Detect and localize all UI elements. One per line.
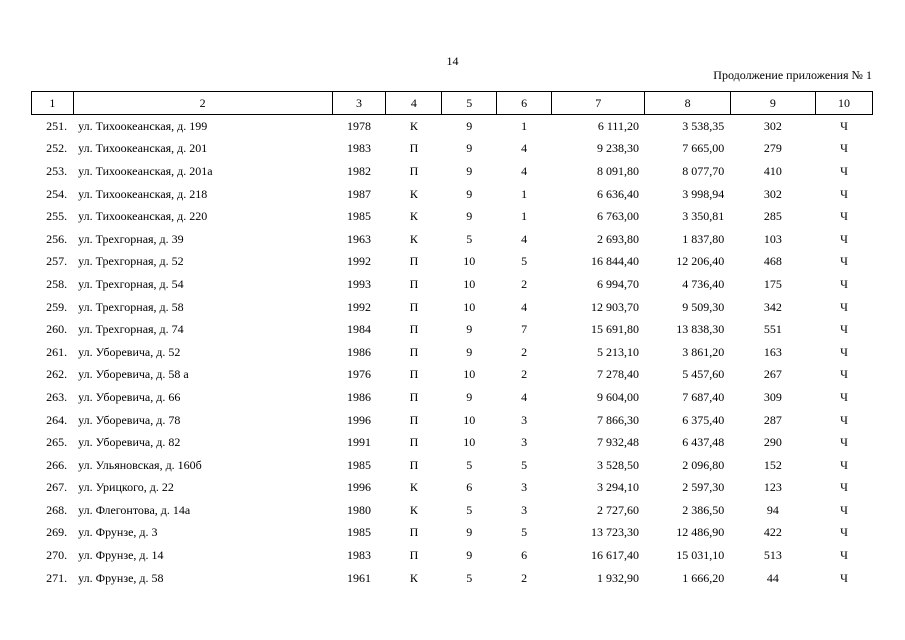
table-row [32,386,873,409]
table-cell: Ч [840,480,848,495]
table-cell: 1980 [347,502,372,517]
table-cell: 2 693,80 [596,231,639,246]
table-cell: 1963 [347,231,372,246]
table-cell: Ч [840,163,848,178]
table-cell: 4 [521,389,528,404]
table-cell: П [409,322,419,337]
table-cell: Ч [840,457,848,472]
table-cell: ул. Флегонтова, д. 14а [78,502,191,517]
table-cell: 4 [521,163,528,178]
table-row [32,251,873,274]
table-cell: П [409,299,419,314]
table-cell: 257. [46,254,68,269]
table-cell: 12 486,90 [676,525,725,540]
table-row [32,341,873,364]
table-cell: 262. [46,367,68,382]
table-cell: 10 [463,276,476,291]
table-cell: 2 386,50 [682,502,725,517]
table-cell: Ч [840,412,848,427]
table-cell: Ч [840,276,848,291]
table-cell: Ч [840,186,848,201]
table-cell: 5 [521,254,528,269]
table-cell: 255. [46,209,68,224]
table-cell: 9 238,30 [596,141,639,156]
table-cell: 3 294,10 [596,480,639,495]
table-cell: 264. [46,412,68,427]
table-cell: 9 [466,344,473,359]
table-cell: 7 278,40 [596,367,639,382]
table-cell: 2 597,30 [682,480,725,495]
table-cell: 422 [763,525,782,540]
table-cell: 6 994,70 [596,276,639,291]
table-cell: 12 206,40 [676,254,725,269]
table-cell: 175 [763,276,782,291]
table-cell: П [409,435,419,450]
table-row [32,115,873,138]
table-cell: 15 691,80 [590,322,639,337]
table-cell: Ч [840,344,848,359]
table-cell: ул. Трехгорная, д. 52 [78,254,184,269]
table-cell: ул. Трехгорная, д. 39 [78,231,184,246]
table-cell: 16 844,40 [590,254,639,269]
table-cell: П [409,367,419,382]
table-cell: 5 [521,525,528,540]
table-cell: 268. [46,502,68,517]
table-cell: 4 736,40 [682,276,725,291]
table-cell: ул. Трехгорная, д. 58 [78,299,184,314]
table-cell: Ч [840,502,848,517]
table-cell: 271. [46,570,68,585]
table-cell: 410 [763,163,782,178]
table-cell: 3 [521,480,528,495]
table-cell: 2 [521,276,528,291]
header-row [32,92,873,115]
table-cell: 2 096,80 [682,457,725,472]
table-cell: 10 [463,412,476,427]
table-cell: ул. Трехгорная, д. 54 [78,276,184,291]
table-cell: 270. [46,548,68,563]
table-cell: 3 350,81 [682,209,725,224]
table-row [32,318,873,341]
table-cell: ул. Тихоокеанская, д. 218 [78,186,208,201]
table-cell: 5 213,10 [596,344,639,359]
table-cell: 1993 [347,276,372,291]
table-cell: 103 [763,231,782,246]
table-cell: 6 636,40 [596,186,639,201]
table-cell: 7 665,00 [682,141,725,156]
table-cell: К [409,118,418,133]
table-cell: ул. Уборевича, д. 58 а [78,367,189,382]
table-cell: 267. [46,480,68,495]
table-cell: 1 932,90 [596,570,639,585]
page-number: 14 [446,54,459,68]
table-cell: П [409,276,419,291]
header-cell: 5 [442,92,497,115]
table-cell: 1992 [347,299,372,314]
table-cell: 290 [763,435,782,450]
table-cell: Ч [840,389,848,404]
table-cell: Ч [840,322,848,337]
table-cell: 1985 [347,525,372,540]
header-cell: 1 [32,92,74,115]
table-row [32,522,873,545]
table-row [32,205,873,228]
table-row [32,431,873,454]
table-cell: 9 [466,186,473,201]
table-cell: 267 [763,367,782,382]
table-cell: 1982 [347,163,372,178]
table-cell: ул. Фрунзе, д. 3 [78,525,158,540]
table-cell: Ч [840,231,848,246]
table-cell: 263. [46,389,68,404]
table-cell: 7 687,40 [682,389,725,404]
table-row [32,499,873,522]
table-cell: 6 437,48 [682,435,725,450]
table-cell: 13 838,30 [676,322,725,337]
table-cell: 302 [763,186,782,201]
table-cell: ул. Ульяновская, д. 160б [78,457,202,472]
table-row [32,477,873,500]
table-cell: К [409,480,418,495]
table-cell: 3 538,35 [682,118,725,133]
table-cell: 3 [521,435,528,450]
table-row [32,183,873,206]
table-cell: 1986 [347,389,372,404]
table-cell: 1 [521,118,528,133]
table-body [32,115,873,590]
table-cell: 7 [521,322,528,337]
table-cell: 15 031,10 [676,548,725,563]
header-cell: 8 [645,92,730,115]
table-cell: К [409,209,418,224]
table-cell: 44 [766,570,779,585]
table-cell: 6 [466,480,473,495]
table-cell: 4 [521,299,528,314]
table-cell: П [409,412,419,427]
table-cell: 287 [763,412,782,427]
table-cell: 7 932,48 [596,435,639,450]
header-cell: 10 [816,92,873,115]
table-cell: 4 [521,141,528,156]
table-cell: 1961 [347,570,372,585]
table-cell: 9 [466,322,473,337]
table-cell: 2 727,60 [596,502,639,517]
table-cell: 152 [763,457,782,472]
table-cell: Ч [840,435,848,450]
table-cell: 1 666,20 [682,570,725,585]
table-cell: 253. [46,163,68,178]
table-cell: ул. Тихоокеанская, д. 199 [78,118,208,133]
table-cell: 10 [463,435,476,450]
table-cell: Ч [840,141,848,156]
table-cell: П [409,141,419,156]
table-cell: 7 866,30 [596,412,639,427]
table-cell: 342 [763,299,782,314]
table-cell: 309 [763,389,782,404]
table-row [32,454,873,477]
table-cell: 1984 [347,322,372,337]
table-cell: 468 [763,254,782,269]
header-cell: 3 [332,92,386,115]
table-cell: 1983 [347,548,372,563]
table-cell: 12 903,70 [590,299,639,314]
table-cell: 9 509,30 [682,299,725,314]
table-cell: ул. Фрунзе, д. 58 [78,570,164,585]
table-cell: 1976 [347,367,372,382]
table-cell: 8 091,80 [596,163,639,178]
table-row [32,273,873,296]
table-cell: К [409,231,418,246]
table-row [32,228,873,251]
header-cell: 2 [73,92,332,115]
table-cell: 1986 [347,344,372,359]
table-cell: 16 617,40 [590,548,639,563]
table-cell: 3 [521,412,528,427]
table-cell: К [409,502,418,517]
table-cell: ул. Урицкого, д. 22 [78,480,174,495]
table-cell: 260. [46,322,68,337]
header-cell: 4 [386,92,442,115]
table-cell: 1987 [347,186,372,201]
table-cell: ул. Уборевича, д. 78 [78,412,181,427]
table-cell: 9 [466,209,473,224]
table-cell: 3 528,50 [596,457,639,472]
table-cell: 10 [463,254,476,269]
table-header [32,92,873,115]
table-cell: 5 [466,570,473,585]
table-cell: 1 [521,209,528,224]
table-cell: П [409,389,419,404]
table-cell: 6 [521,548,528,563]
table-cell: 6 763,00 [596,209,639,224]
housing-table [31,91,873,589]
table-cell: 5 [466,502,473,517]
table-cell: 1996 [347,480,372,495]
table-cell: 1985 [347,209,372,224]
table-cell: 2 [521,570,528,585]
table-cell: 302 [763,118,782,133]
table-cell: П [409,525,419,540]
table-cell: 9 [466,525,473,540]
table-cell: Ч [840,118,848,133]
table-cell: П [409,163,419,178]
table-cell: 8 077,70 [682,163,725,178]
table-cell: 265. [46,435,68,450]
table-cell: 5 [466,231,473,246]
table-cell: 9 604,00 [596,389,639,404]
table-cell: 4 [521,231,528,246]
table-cell: ул. Трехгорная, д. 74 [78,322,184,337]
table-cell: 9 [466,389,473,404]
table-cell: ул. Уборевича, д. 52 [78,344,181,359]
table-cell: 261. [46,344,68,359]
table-cell: 123 [763,480,782,495]
header-cell: 9 [730,92,815,115]
table-cell: Ч [840,525,848,540]
table-cell: 254. [46,186,68,201]
table-cell: П [409,254,419,269]
table-row [32,160,873,183]
table-cell: 5 457,60 [682,367,725,382]
table-cell: 1983 [347,141,372,156]
table-cell: 258. [46,276,68,291]
table-cell: Ч [840,254,848,269]
table-cell: 266. [46,457,68,472]
table-cell: 259. [46,299,68,314]
table-cell: 1985 [347,457,372,472]
table-cell: П [409,457,419,472]
header-cell: 6 [497,92,552,115]
table-cell: 6 375,40 [682,412,725,427]
table-cell: 9 [466,163,473,178]
table-cell: 3 998,94 [682,186,725,201]
table-cell: Ч [840,570,848,585]
table-cell: ул. Тихоокеанская, д. 201 [78,141,208,156]
table-cell: 3 861,20 [682,344,725,359]
table-cell: 269. [46,525,68,540]
table-cell: 3 [521,502,528,517]
table-row [32,409,873,432]
table-cell: 2 [521,344,528,359]
table-cell: 1996 [347,412,372,427]
table-cell: 9 [466,118,473,133]
table-cell: Ч [840,299,848,314]
table-cell: К [409,186,418,201]
header-cell: 7 [552,92,645,115]
table-cell: 5 [521,457,528,472]
table-cell: Ч [840,548,848,563]
table-cell: 1978 [347,118,372,133]
table-cell: 285 [763,209,782,224]
table-cell: Ч [840,367,848,382]
table-cell: П [409,344,419,359]
table-cell: ул. Фрунзе, д. 14 [78,548,164,563]
table-cell: 256. [46,231,68,246]
table-cell: 252. [46,141,68,156]
table-cell: 251. [46,118,68,133]
table-cell: 10 [463,367,476,382]
table-cell: 2 [521,367,528,382]
table-cell: 513 [763,548,782,563]
table-cell: 1 [521,186,528,201]
table-cell: 6 111,20 [597,118,639,133]
table-cell: К [409,570,418,585]
table-row [32,364,873,387]
table-cell: 13 723,30 [590,525,639,540]
table-row [32,296,873,319]
table-cell: ул. Уборевича, д. 66 [78,389,181,404]
table-cell: П [409,548,419,563]
table-row [32,567,873,590]
table-cell: 9 [466,141,473,156]
table-cell: ул. Тихоокеанская, д. 220 [78,209,208,224]
table-cell: 279 [763,141,782,156]
table-cell: 10 [463,299,476,314]
table-cell: 9 [466,548,473,563]
table-cell: 5 [466,457,473,472]
table-cell: 1 837,80 [682,231,725,246]
table-cell: 163 [763,344,782,359]
table-cell: 551 [763,322,782,337]
table-cell: Ч [840,209,848,224]
table-row [32,138,873,161]
table-cell: ул. Тихоокеанская, д. 201а [78,163,213,178]
continuation-label: Продолжение приложения № 1 [713,68,872,82]
table-cell: 1991 [347,435,372,450]
table-row [32,544,873,567]
table-cell: 94 [766,502,779,517]
table-cell: 1992 [347,254,372,269]
table-cell: ул. Уборевича, д. 82 [78,435,181,450]
